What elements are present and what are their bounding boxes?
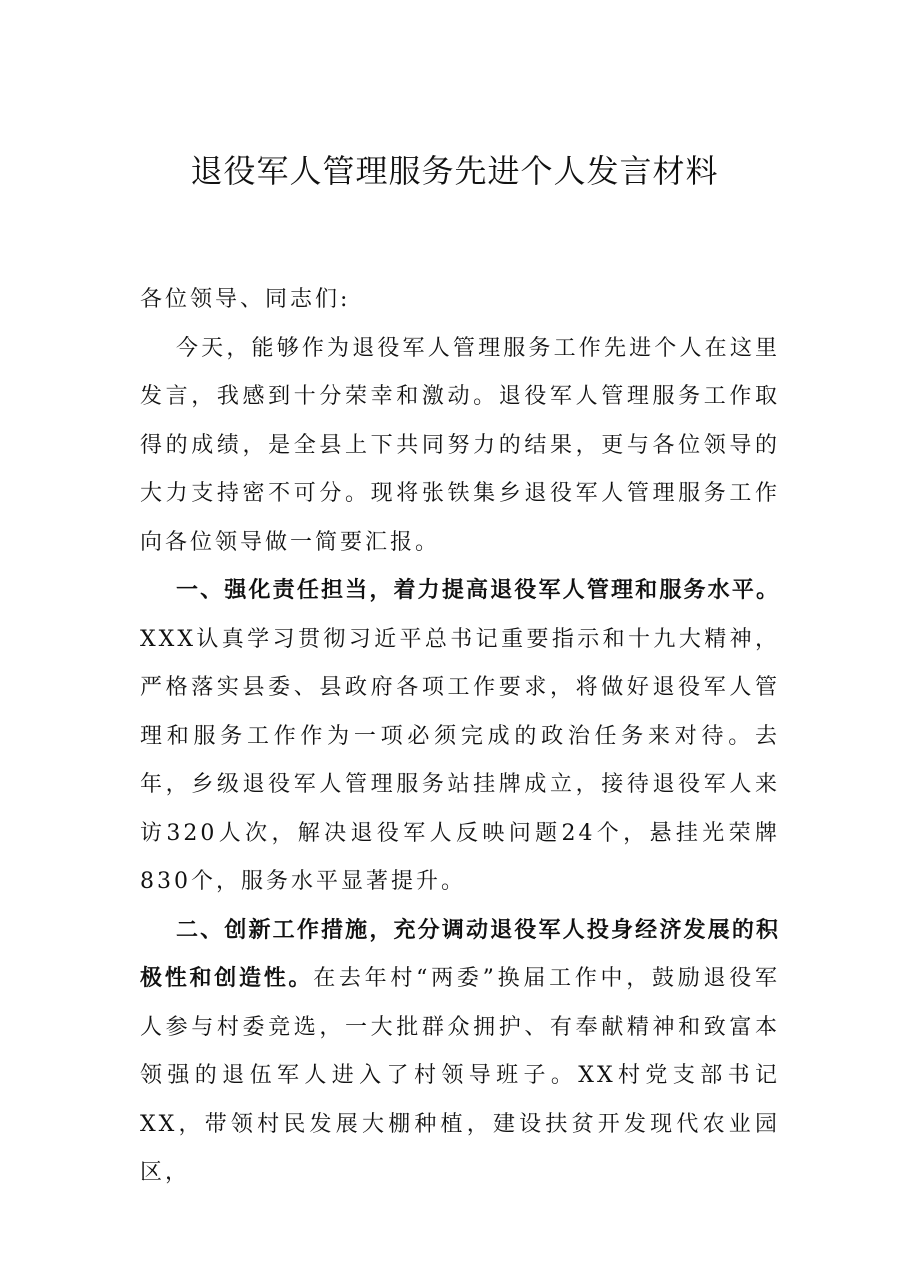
intro-paragraph: 今天，能够作为退役军人管理服务工作先进个人在这里发言，我感到十分荣幸和激动。退役军人管理服务工作取得的成绩，是全县上下共同努力的结果，更与各位领导的大力支持密不可分。现将张铁集乡退役军人管理服务工作向各位领导做一简要汇报。	[140, 335, 780, 555]
section-2-paragraph	[140, 907, 780, 1198]
section-1-text: XXX认真学习贯彻习近平总书记重要指示和十九大精神，严格落实县委、县政府各项工作要求，将做好退役军人管理和服务工作作为一项必须完成的政治任务来对待。去年，乡级退役军人管理服务站挂牌成立，接待退役军人来访320人次，解决退役军人反映问题24个，悬挂光荣牌830个，服务水平显著提升。	[140, 626, 780, 894]
document-body	[140, 276, 780, 1198]
section-1-heading: 一、强化责任担当，着力提高退役军人管理和服务水平。	[176, 578, 780, 603]
section-2-heading: 二、创新工作措施，充分调动退役军人投身经济发展的积极性和创造性。	[140, 917, 780, 991]
section-2-text: 在去年村“两委”换届工作中，鼓励退役军人参与村委竞选，一大批群众拥护、有奉献精神和致富本领强的退伍军人进入了村领导班子。XX村党支部书记XX，带领村民发展大棚种植，建设扶贫开发现代农业园区，	[140, 966, 780, 1185]
document-title: 退役军人管理服务先进个人发言材料	[190, 152, 719, 190]
salutation: 各位领导、同志们:	[140, 287, 351, 312]
section-1-paragraph	[140, 567, 780, 907]
